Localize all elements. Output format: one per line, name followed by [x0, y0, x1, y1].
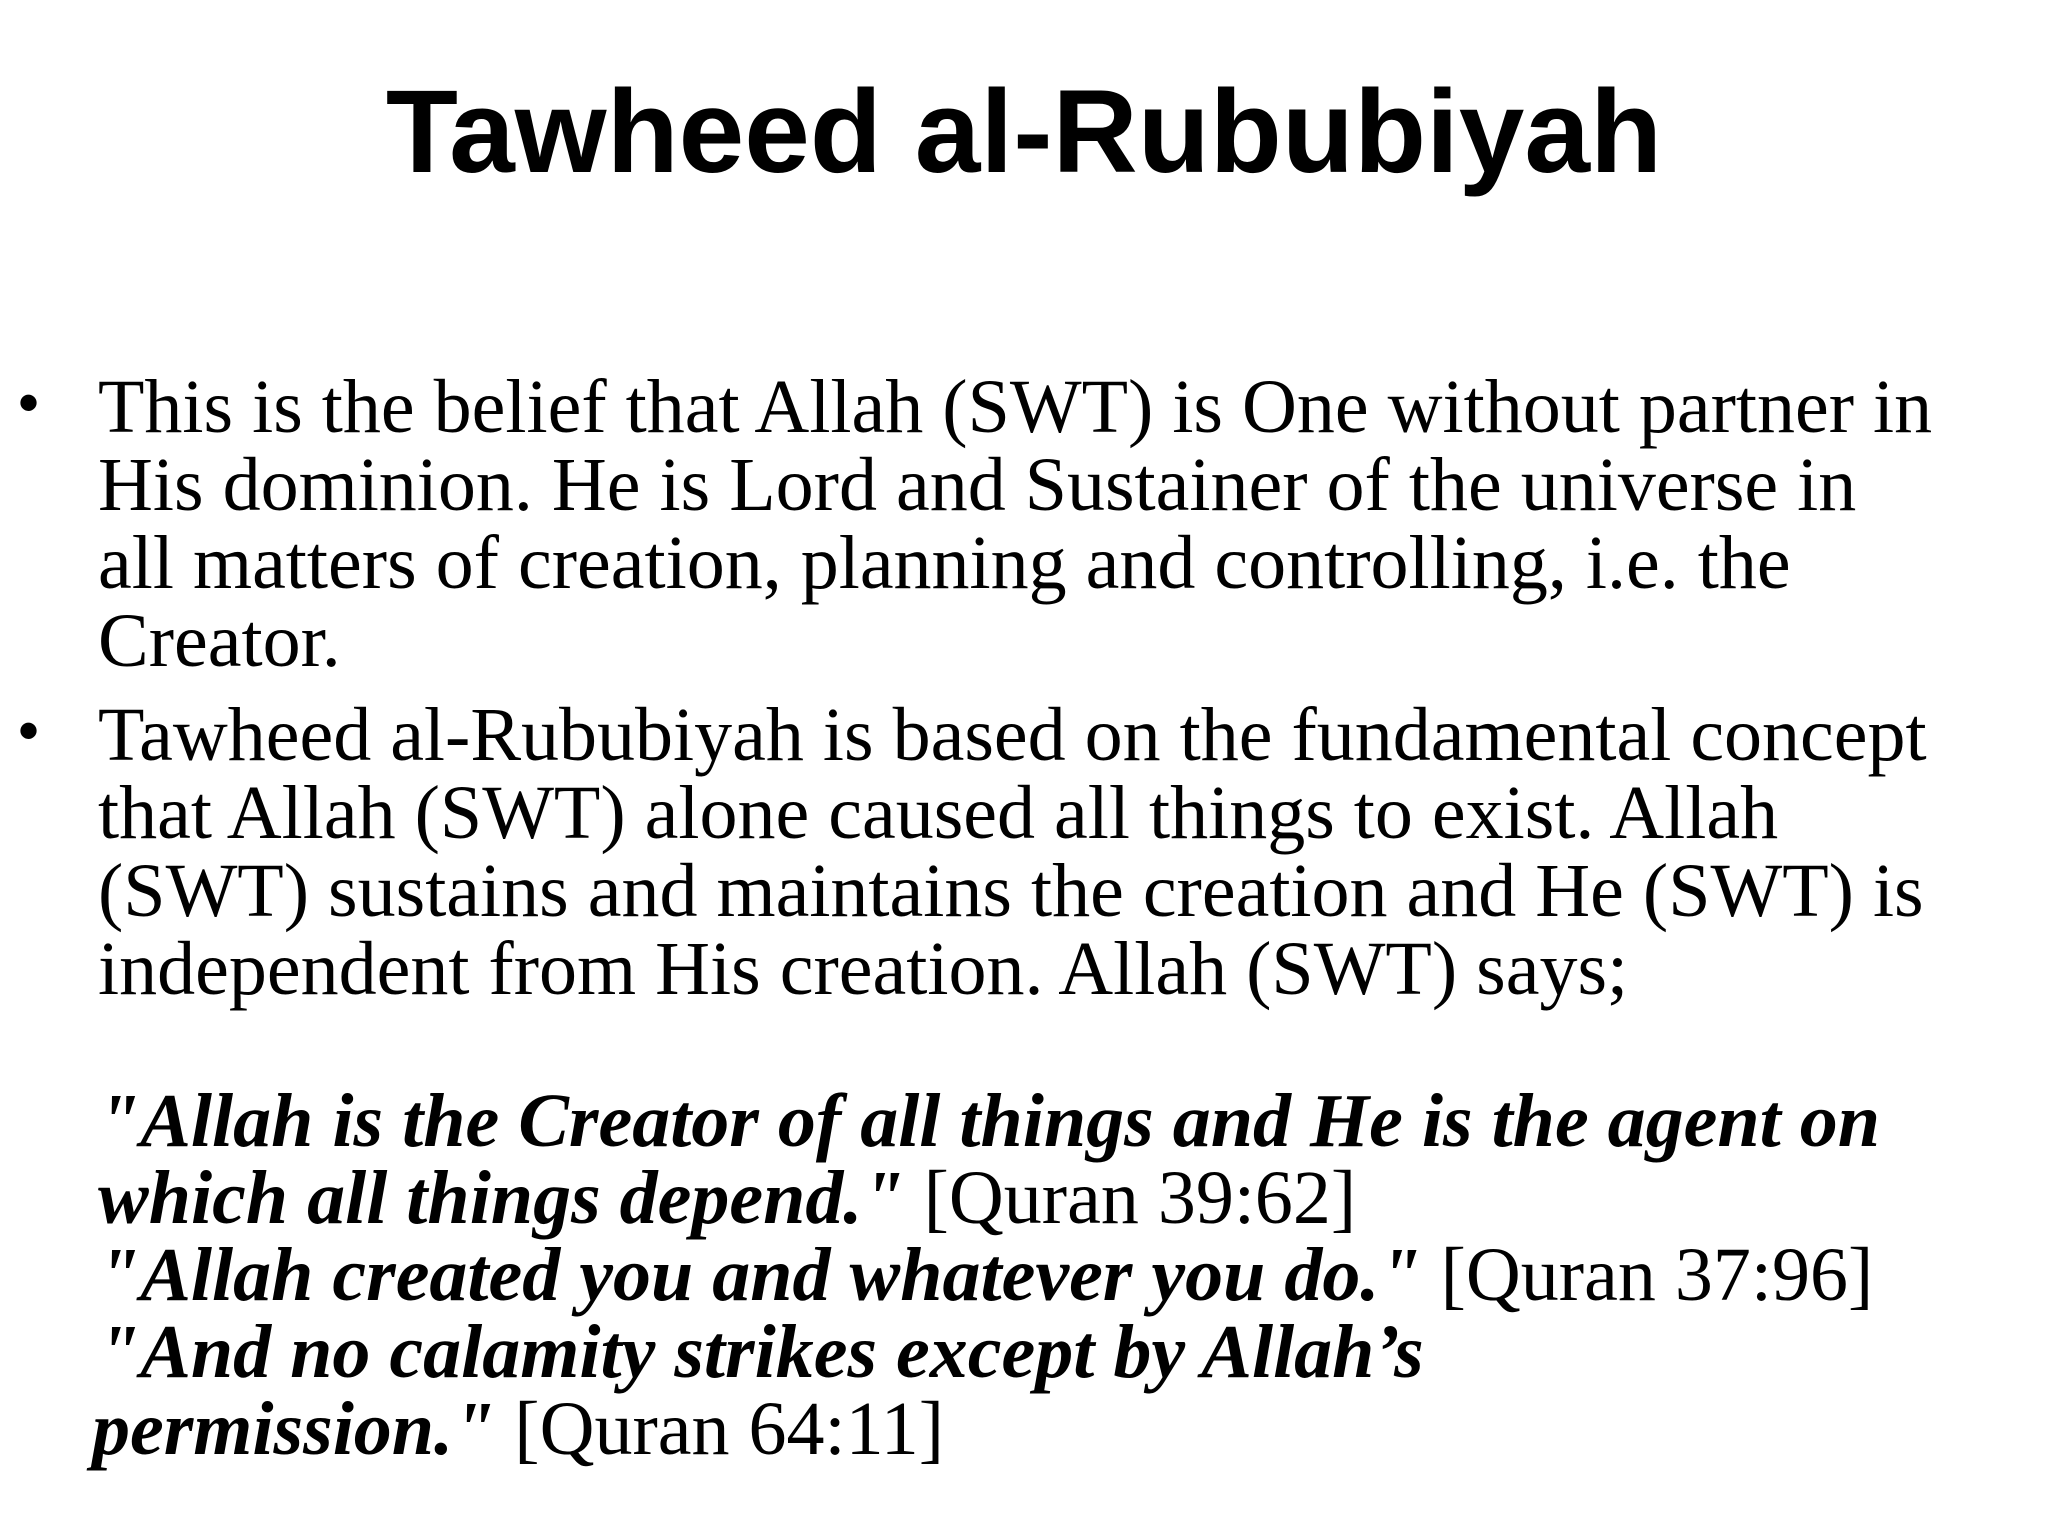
quote-3-text: permission." — [92, 1387, 496, 1471]
quote-1-line — [98, 1079, 2048, 1163]
quote-3-reference: [Quran 64:11] — [495, 1387, 945, 1471]
quran-quotes — [92, 1079, 2048, 1471]
bullet-2-line: Tawheed al-Rububiyah is based on the fundamental concept — [98, 693, 1927, 777]
bullet-2 — [98, 693, 2048, 1011]
quote-3-line — [92, 1387, 2048, 1471]
quote-1-text: which all things depend." — [98, 1156, 905, 1240]
slide-title: Tawheed al-Rububiyah — [385, 66, 1663, 198]
bullet-2-line: independent from His creation. Allah (SWT) says; — [98, 927, 1629, 1011]
quote-1-line — [98, 1156, 2048, 1240]
quote-3-text: "And no calamity strikes except by Allah’s — [98, 1310, 1424, 1394]
bullet-2-line: (SWT) sustains and maintains the creation and He (SWT) is — [98, 849, 1924, 933]
quote-3-line — [98, 1310, 2048, 1394]
quote-2-reference: [Quran 37:96] — [1421, 1233, 1874, 1317]
bullet-1-marker: • — [18, 369, 40, 436]
bullet-2-line: that Allah (SWT) alone caused all things to exist. Allah — [98, 771, 1779, 855]
bullet-1-line: His dominion. He is Lord and Sustainer of the universe in — [98, 443, 1857, 527]
bullet-1-line: Creator. — [98, 599, 341, 683]
quote-2-line — [98, 1233, 2048, 1317]
quote-1-text: "Allah is the Creator of all things and He is the agent on — [98, 1079, 1881, 1163]
quote-2-text: "Allah created you and whatever you do." — [98, 1233, 1422, 1317]
bullet-2-marker: • — [18, 697, 40, 764]
bullet-1-line: all matters of creation, planning and controlling, i.e. the — [98, 521, 1791, 605]
quote-1-reference: [Quran 39:62] — [904, 1156, 1357, 1240]
bullet-1 — [98, 365, 2048, 683]
bullet-1-line: This is the belief that Allah (SWT) is One without partner in — [98, 365, 1933, 449]
